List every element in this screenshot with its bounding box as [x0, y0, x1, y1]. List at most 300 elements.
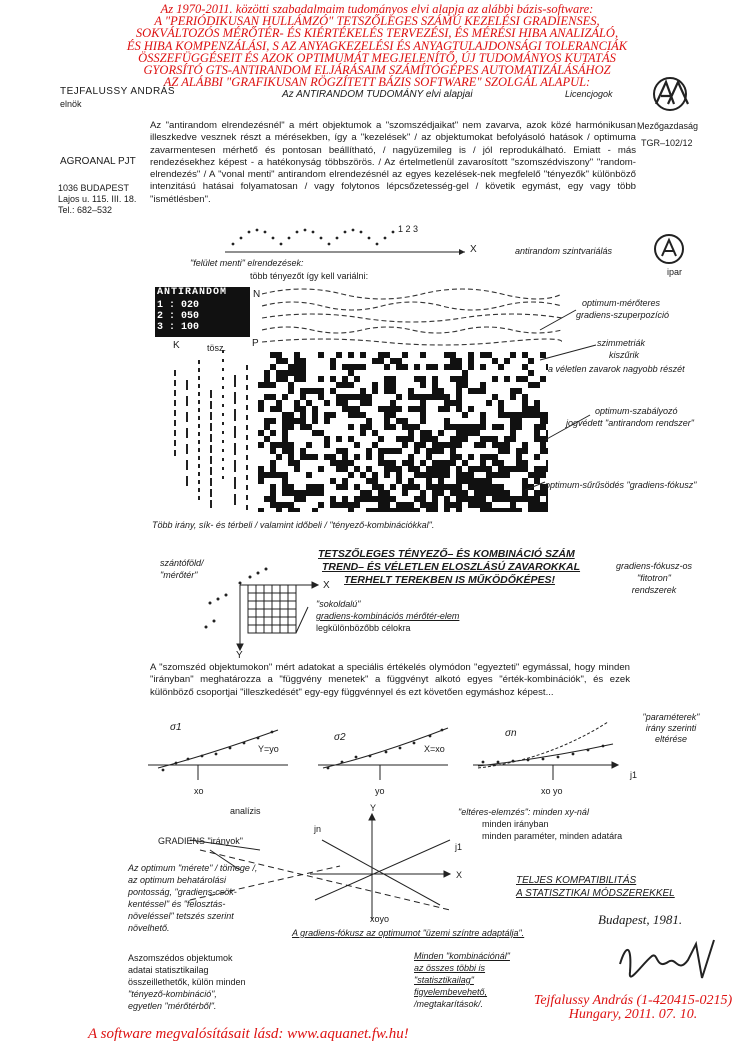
- matrix-cell: [324, 400, 330, 406]
- org-city: 1036 BUDAPEST: [58, 183, 130, 193]
- matrix-cell: [486, 400, 492, 406]
- matrix-cell: [306, 400, 312, 406]
- matrix-cell: [414, 394, 420, 400]
- annotation-gradient-focus: optimum-sűrűsödés "gradiens-fókusz": [545, 480, 697, 490]
- matrix-cell: [402, 508, 408, 512]
- matrix-cell: [444, 418, 450, 424]
- neighbor-5: egyetlen "mérőtérből".: [128, 1001, 217, 1011]
- matrix-cell: [444, 424, 450, 430]
- matrix-cell: [300, 448, 306, 454]
- matrix-cell: [426, 472, 432, 478]
- analysis-label: analízis: [230, 806, 261, 816]
- matrix-cell: [300, 418, 306, 424]
- matrix-cell: [270, 466, 276, 472]
- matrix-cell: [276, 502, 282, 508]
- matrix-cell: [282, 442, 288, 448]
- matrix-cell: [390, 484, 396, 490]
- org-tel: Tel.: 682–532: [58, 205, 113, 215]
- matrix-cell: [342, 478, 348, 484]
- matrix-cell: [372, 388, 378, 394]
- matrix-cell: [384, 424, 390, 430]
- matrix-cell: [354, 502, 360, 508]
- matrix-cell: [306, 490, 312, 496]
- matrix-cell: [366, 508, 372, 512]
- matrix-cell: [402, 460, 408, 466]
- annotation-optimum-space: optimum-mérőteres: [582, 298, 661, 308]
- gradient-directions: GRADIENS "irányok": [158, 836, 243, 846]
- grid-label-element: gradiens-kombinációs mérőtér-elem: [316, 611, 460, 621]
- matrix-cell: [348, 460, 354, 466]
- matrix-cell: [510, 394, 516, 400]
- neighbor-1: Aszomszédos objektumok: [128, 953, 233, 963]
- matrix-cell: [384, 472, 390, 478]
- matrix-cell: [366, 448, 372, 454]
- matrix-cell: [426, 364, 432, 370]
- signature-red-1: Tejfalussy András (1-420415-0215): [533, 993, 733, 1008]
- matrix-cell: [456, 454, 462, 460]
- matrix-cell: [492, 508, 498, 512]
- matrix-cell: [456, 400, 462, 406]
- matrix-cell: [342, 502, 348, 508]
- matrix-cell: [492, 358, 498, 364]
- matrix-cell: [426, 484, 432, 490]
- matrix-cell: [378, 358, 384, 364]
- matrix-cell: [456, 484, 462, 490]
- focus-system-2: "fitotron": [637, 573, 671, 583]
- matrix-cell: [468, 454, 474, 460]
- matrix-cell: [294, 490, 300, 496]
- matrix-cell: [336, 394, 342, 400]
- matrix-cell: [270, 418, 276, 424]
- matrix-cell: [300, 490, 306, 496]
- matrix-cell: [456, 478, 462, 484]
- matrix-cell: [378, 484, 384, 490]
- panel-k-label: K: [173, 340, 180, 351]
- matrix-cell: [444, 472, 450, 478]
- matrix-cell: [444, 496, 450, 502]
- matrix-cell: [312, 508, 318, 512]
- matrix-cell: [450, 364, 456, 370]
- matrix-cell: [258, 442, 264, 448]
- matrix-cell: [408, 484, 414, 490]
- matrix-cell: [456, 430, 462, 436]
- matrix-cell: [504, 358, 510, 364]
- matrix-cell: [330, 358, 336, 364]
- neighbor-2: adatai statisztikailag: [128, 965, 209, 975]
- ga-logo-icon: [652, 232, 686, 266]
- matrix-cell: [492, 496, 498, 502]
- matrix-cell: [330, 412, 336, 418]
- matrix-cell: [270, 472, 276, 478]
- matrix-cell: [354, 496, 360, 502]
- matrix-cell: [390, 424, 396, 430]
- matrix-cell: [276, 442, 282, 448]
- matrix-cell: [318, 430, 324, 436]
- matrix-cell: [312, 430, 318, 436]
- matrix-cell: [258, 478, 264, 484]
- matrix-cell: [432, 496, 438, 502]
- matrix-cell: [510, 466, 516, 472]
- matrix-cell: [444, 508, 450, 512]
- author-block: [60, 86, 175, 110]
- panel-tosz-label: tösz.: [207, 343, 227, 353]
- matrix-cell: [318, 352, 324, 358]
- matrix-cell: [294, 496, 300, 502]
- matrix-cell: [270, 442, 276, 448]
- matrix-cell: [366, 394, 372, 400]
- matrix-cell: [360, 364, 366, 370]
- matrix-cell: [294, 508, 300, 512]
- matrix-cell: [384, 352, 390, 358]
- param-note: "paraméterek" irány szerinti eltérése: [642, 712, 700, 744]
- matrix-cell: [456, 502, 462, 508]
- matrix-cell: [366, 424, 372, 430]
- matrix-cell: [270, 448, 276, 454]
- org-street: Lajos u. 115. III. 18.: [58, 194, 137, 204]
- annotation-leader-lines: [520, 300, 600, 500]
- matrix-cell: [462, 478, 468, 484]
- matrix-cell: [282, 412, 288, 418]
- matrix-cell: [480, 442, 486, 448]
- matrix-cell: [456, 490, 462, 496]
- place-date: Budapest, 1981.: [598, 912, 683, 927]
- matrix-cell: [456, 424, 462, 430]
- plot2-x-label: yo: [375, 786, 385, 796]
- matrix-cell: [408, 436, 414, 442]
- matrix-cell: [324, 442, 330, 448]
- antirandom-label: antirandom szintvariálás: [515, 246, 613, 256]
- panel-row-3: 3 : 100: [157, 322, 200, 333]
- matrix-cell: [336, 466, 342, 472]
- matrix-cell: [468, 478, 474, 484]
- matrix-cell: [282, 418, 288, 424]
- matrix-cell: [504, 490, 510, 496]
- matrix-cell: [264, 436, 270, 442]
- matrix-cell: [372, 382, 378, 388]
- matrix-cell: [318, 394, 324, 400]
- matrix-cell: [294, 400, 300, 406]
- matrix-cell: [384, 508, 390, 512]
- matrix-cell: [342, 484, 348, 490]
- axis-jn: jn: [314, 824, 322, 834]
- matrix-cell: [480, 388, 486, 394]
- matrix-cell: [294, 460, 300, 466]
- optimum-list: [128, 862, 257, 934]
- matrix-cell: [462, 496, 468, 502]
- matrix-cell: [414, 424, 420, 430]
- matrix-cell: [336, 382, 342, 388]
- matrix-cell: [504, 496, 510, 502]
- matrix-cell: [378, 454, 384, 460]
- grid-axis-y: Y: [236, 650, 243, 661]
- matrix-cell: [444, 364, 450, 370]
- matrix-cell: [438, 484, 444, 490]
- wave-dots-figure: [225, 222, 485, 262]
- plot1-x-label: xo: [194, 786, 204, 796]
- matrix-cell: [378, 496, 384, 502]
- matrix-cell: [408, 406, 414, 412]
- matrix-cell: [384, 448, 390, 454]
- left-stripes-figure: [165, 350, 265, 520]
- matrix-cell: [498, 424, 504, 430]
- matrix-cell: [402, 484, 408, 490]
- matrix-cell: [294, 370, 300, 376]
- matrix-cell: [450, 502, 456, 508]
- matrix-cell: [282, 472, 288, 478]
- matrix-cell: [312, 388, 318, 394]
- matrix-cell: [420, 436, 426, 442]
- matrix-cell: [288, 442, 294, 448]
- headline-line-2: TREND– ÉS VÉLETLEN ELOSZLÁSÚ ZAVAROKKAL: [322, 561, 581, 573]
- matrix-cell: [402, 424, 408, 430]
- matrix-cell: [408, 478, 414, 484]
- matrix-cell: [384, 412, 390, 418]
- matrix-cell: [510, 388, 516, 394]
- matrix-cell: [492, 472, 498, 478]
- matrix-cell: [384, 496, 390, 502]
- matrix-cell: [480, 412, 486, 418]
- matrix-cell: [360, 412, 366, 418]
- matrix-cell: [432, 382, 438, 388]
- matrix-cell: [432, 502, 438, 508]
- matrix-cell: [300, 406, 306, 412]
- matrix-cell: [480, 418, 486, 424]
- grid-axis-x: X: [323, 580, 330, 591]
- matrix-cell: [534, 502, 540, 508]
- matrix-cell: [342, 382, 348, 388]
- matrix-cell: [318, 466, 324, 472]
- matrix-cell: [258, 406, 264, 412]
- matrix-cell: [432, 460, 438, 466]
- matrix-cell: [264, 376, 270, 382]
- matrix-cell: [504, 412, 510, 418]
- matrix-cell: [342, 496, 348, 502]
- matrix-cell: [396, 502, 402, 508]
- matrix-cell: [348, 502, 354, 508]
- matrix-cell: [276, 400, 282, 406]
- matrix-cell: [504, 472, 510, 478]
- matrix-cell: [420, 376, 426, 382]
- matrix-cell: [498, 448, 504, 454]
- matrix-cell: [264, 394, 270, 400]
- plot3-x-label: xo yo: [541, 786, 563, 796]
- matrix-cell: [486, 502, 492, 508]
- matrix-cell: [456, 382, 462, 388]
- matrix-cell: [300, 394, 306, 400]
- matrix-cell: [360, 400, 366, 406]
- matrix-cell: [348, 364, 354, 370]
- matrix-cell: [342, 454, 348, 460]
- matrix-cell: [348, 382, 354, 388]
- matrix-cell: [360, 472, 366, 478]
- matrix-cell: [456, 376, 462, 382]
- matrix-cell: [498, 442, 504, 448]
- deviation-1: "eltéres-elemzés": minden xy-nál: [458, 807, 589, 817]
- neighbor-3: összeillethetők, külön minden: [128, 977, 246, 987]
- axis-origin: xoyo: [370, 914, 390, 924]
- matrix-cell: [480, 496, 486, 502]
- matrix-cell: [408, 508, 414, 512]
- matrix-cell: [420, 460, 426, 466]
- matrix-cell: [306, 424, 312, 430]
- org-address: [58, 183, 136, 216]
- matrix-cell: [282, 502, 288, 508]
- matrix-cell: [486, 508, 492, 512]
- matrix-cell: [342, 448, 348, 454]
- annotation-random-noise: a véletlen zavarok nagyobb részét: [548, 364, 685, 374]
- matrix-cell: [450, 400, 456, 406]
- matrix-cell: [282, 394, 288, 400]
- matrix-cell: [456, 496, 462, 502]
- matrix-cell: [384, 490, 390, 496]
- matrix-cell: [270, 490, 276, 496]
- matrix-cell: [378, 502, 384, 508]
- matrix-cell: [336, 400, 342, 406]
- matrix-cell: [396, 394, 402, 400]
- matrix-cell: [432, 508, 438, 512]
- matrix-cell: [456, 388, 462, 394]
- matrix-cell: [348, 508, 354, 512]
- matrix-cell: [420, 442, 426, 448]
- panel-p-label: P: [252, 338, 259, 349]
- matrix-cell: [294, 364, 300, 370]
- matrix-cell: [282, 478, 288, 484]
- matrix-cell: [384, 466, 390, 472]
- matrix-cell: [384, 388, 390, 394]
- matrix-cell: [492, 454, 498, 460]
- wavy-lines-figure: [262, 282, 562, 352]
- matrix-cell: [420, 418, 426, 424]
- matrix-cell: [456, 436, 462, 442]
- axis-x: X: [456, 870, 463, 880]
- matrix-cell: [390, 388, 396, 394]
- every-4: figyelembevehető,: [414, 987, 488, 997]
- matrix-cell: [294, 418, 300, 424]
- matrix-cell: [396, 358, 402, 364]
- matrix-cell: [348, 472, 354, 478]
- matrix-cell: [408, 388, 414, 394]
- matrix-cell: [342, 376, 348, 382]
- matrix-cell: [360, 490, 366, 496]
- footer-red: A software megvalósításait lásd: www.aquanet.fw.hu!: [88, 1026, 409, 1042]
- matrix-cell: [438, 466, 444, 472]
- matrix-cell: [354, 484, 360, 490]
- matrix-cell: [426, 466, 432, 472]
- matrix-cell: [396, 436, 402, 442]
- matrix-cell: [258, 400, 264, 406]
- matrix-cell: [330, 496, 336, 502]
- licence-label: Licencjogok: [565, 89, 613, 99]
- matrix-cell: [420, 394, 426, 400]
- focus-system: [606, 560, 702, 596]
- matrix-cell: [468, 502, 474, 508]
- matrix-cell: [258, 382, 264, 388]
- matrix-cell: [498, 508, 504, 512]
- matrix-cell: [282, 430, 288, 436]
- header-line-6: GYORSÍTÓ GTS-ANTIRANDOM ELJÁRÁSAIM SZÁMÍTÓGÉPES AUTOMATIZÁLÁSÁHOZ: [143, 63, 611, 78]
- matrix-cell: [396, 406, 402, 412]
- matrix-cell: [282, 436, 288, 442]
- matrix-cell: [276, 472, 282, 478]
- matrix-cell: [450, 424, 456, 430]
- matrix-cell: [480, 382, 486, 388]
- matrix-cell: [366, 496, 372, 502]
- matrix-cell: [372, 496, 378, 502]
- matrix-cell: [456, 466, 462, 472]
- matrix-cell: [408, 430, 414, 436]
- matrix-cell: [258, 466, 264, 472]
- matrix-cell: [324, 418, 330, 424]
- matrix-cell: [504, 436, 510, 442]
- matrix-cell: [480, 508, 486, 512]
- matrix-cell: [318, 490, 324, 496]
- matrix-cell: [504, 508, 510, 512]
- matrix-cell: [486, 466, 492, 472]
- intro-paragraph: Az "antirandom elrendezésnél" a mért objektumok a "szomszédjaikat" nem zavarva, azok közé harmónikusan illeszkedve vesznek részt a mérésekben, így a "kezelések" / az objektumokat befolyásoló hatások / optimuma zavarmentesen mérhető és pontosan beállítható, / nagyüzemileg is / jól reprodukálható. Emiatt - más rendezésekhez képest - a hatékonyság többszörös. / Az értelmetlenül zavarosított "szomszédviszony" "random-elrendezés" / A "vonal menti" antirandom elrendezésnél az egyes kezelések-nek megfelelő "tényezők" különböző intenzitású hatásai folyamatosan / vagy folytonos lépcsőzetesség-gel / követik egymást, egy vagy több "ismétlésben".: [150, 120, 636, 205]
- matrix-cell: [492, 484, 498, 490]
- matrix-cell: [282, 490, 288, 496]
- matrix-cell: [480, 502, 486, 508]
- matrix-cell: [462, 370, 468, 376]
- matrix-cell: [486, 454, 492, 460]
- field-label: [160, 557, 204, 581]
- matrix-cell: [390, 496, 396, 502]
- matrix-cell: [336, 502, 342, 508]
- plot1-sigma: σ1: [170, 722, 182, 733]
- matrix-cell: [360, 424, 366, 430]
- matrix-cell: [348, 406, 354, 412]
- matrix-cell: [474, 430, 480, 436]
- matrix-cell: [396, 466, 402, 472]
- matrix-cell: [450, 484, 456, 490]
- matrix-cell: [294, 376, 300, 382]
- matrix-cell: [432, 490, 438, 496]
- matrix-cell: [408, 394, 414, 400]
- matrix-cell: [468, 406, 474, 412]
- matrix-cell: [384, 502, 390, 508]
- matrix-cell: [420, 382, 426, 388]
- matrix-cell: [402, 436, 408, 442]
- matrix-cell: [432, 466, 438, 472]
- matrix-cell: [414, 496, 420, 502]
- matrix-cell: [468, 352, 474, 358]
- annotation-symmetries: szimmetriák: [597, 338, 646, 348]
- matrix-cell: [516, 508, 522, 512]
- matrix-cell: [378, 436, 384, 442]
- matrix-cell: [438, 430, 444, 436]
- matrix-cell: [492, 376, 498, 382]
- matrix-cell: [348, 352, 354, 358]
- matrix-cell: [402, 442, 408, 448]
- org-name: AGROANAL PJT: [60, 156, 136, 167]
- neighbor-paragraph: A "szomszéd objektumokon" mért adatokat a speciális értékelés olymódon "egyezteti" egymással, hogy minden "irányban" meghatározza a "függvény menetek" a függvényt alkotó egyes "érték-kombinációk", és ezek különböző csoportjai "illeszkedését" egy-egy függvénnyel és ezt követően egymáshoz képest...: [150, 662, 630, 698]
- matrix-cell: [444, 484, 450, 490]
- matrix-cell: [288, 508, 294, 512]
- matrix-cell: [324, 454, 330, 460]
- matrix-cell: [276, 358, 282, 364]
- matrix-cell: [510, 436, 516, 442]
- matrix-cell: [438, 460, 444, 466]
- matrix-cell: [480, 490, 486, 496]
- matrix-cell: [486, 352, 492, 358]
- header-line-1: Az 1970-2011. közötti szabadalmaim tudományos elvi alapja az alábbi bázis-software:: [160, 2, 594, 16]
- matrix-cell: [264, 496, 270, 502]
- matrix-cell: [288, 454, 294, 460]
- matrix-cell: [396, 508, 402, 512]
- matrix-cell: [348, 424, 354, 430]
- matrix-cell: [528, 508, 534, 512]
- matrix-cell: [498, 466, 504, 472]
